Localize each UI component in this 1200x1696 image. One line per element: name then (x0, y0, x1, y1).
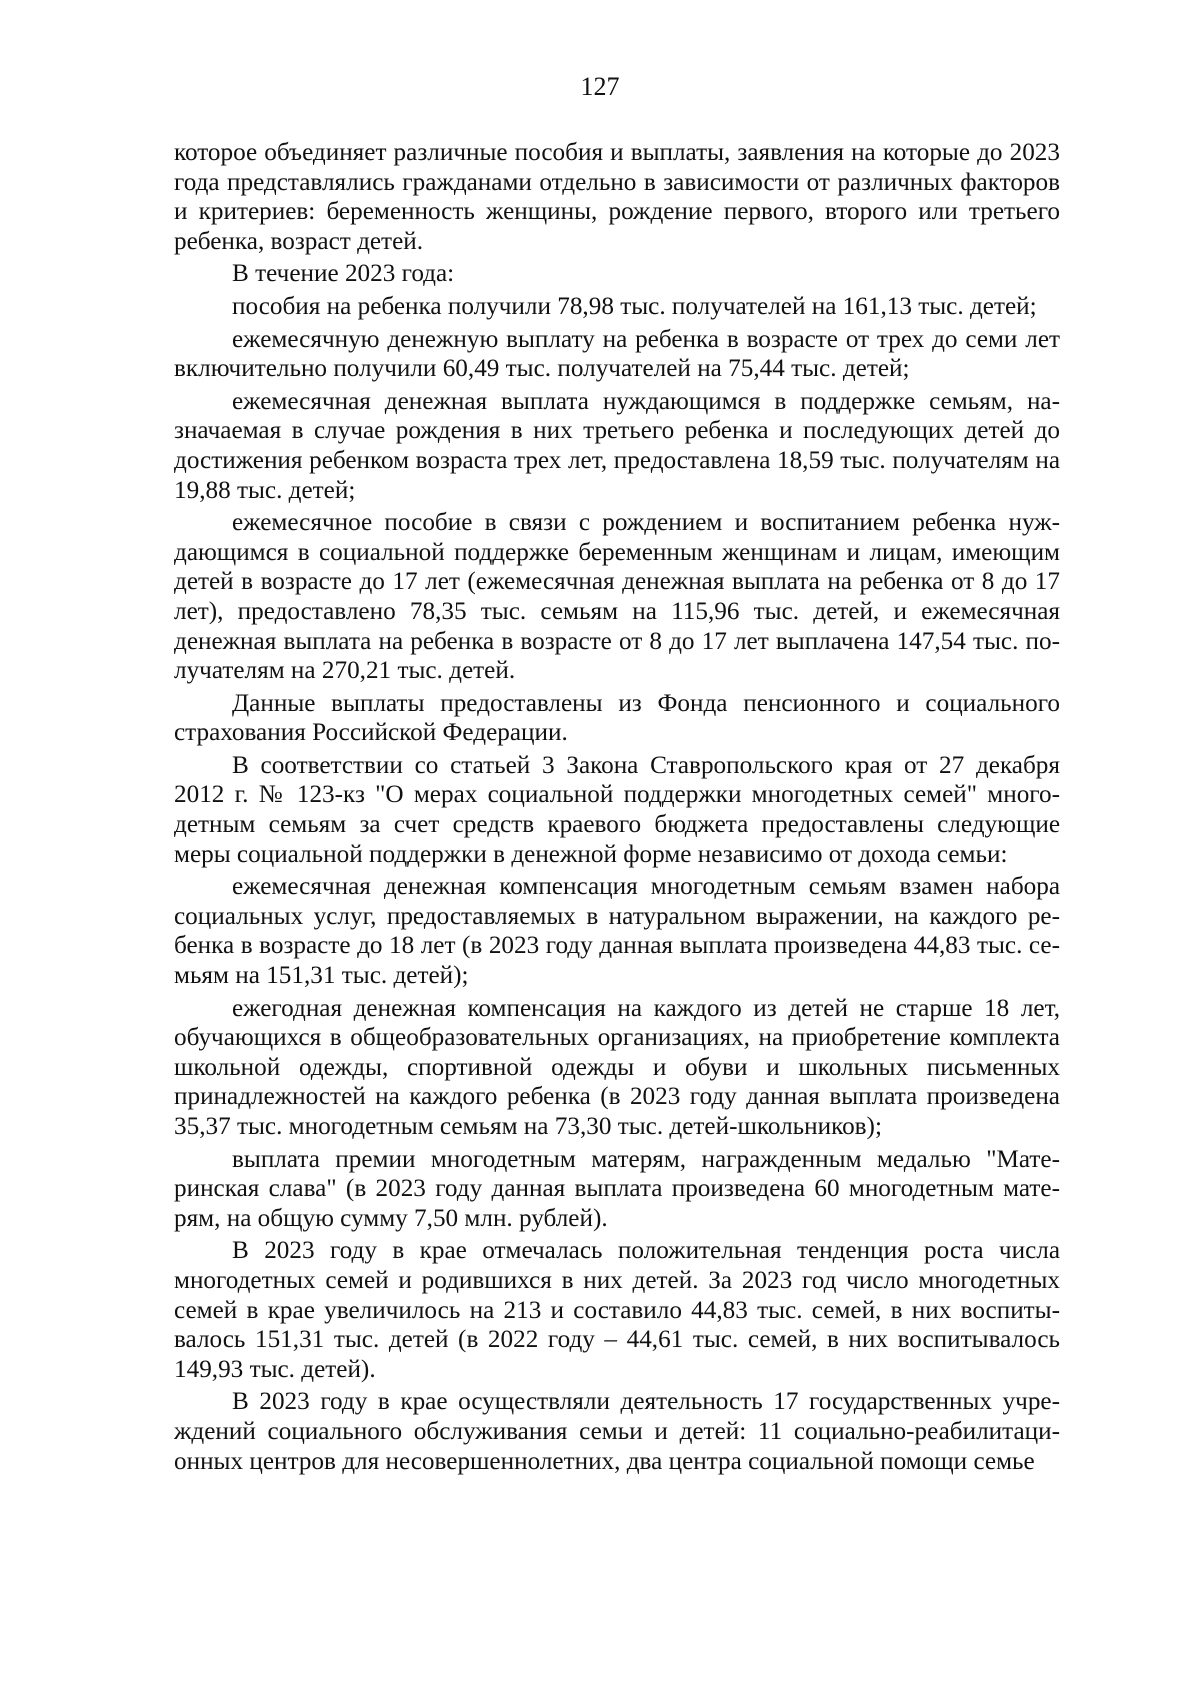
paragraph: В соответствии со статьей 3 Закона Ставропольского края от 27 декабря 2012 г. № 123-кз "О мерах социальной поддержки многодетных семей" многодетным семьям за счет средств краевого бюджета предоставлены следующие меры социальной поддержки в денежной форме независимо от дохода семьи: (174, 751, 1060, 868)
paragraph: ежемесячное пособие в связи с рождением и воспитанием ребенка нуждающимся в социальной поддержке беременным женщинам и лицам, имеющим детей в возрасте до 17 лет (ежемесячная денежная выплата на ребенка от 8 до 17 лет), предоставлено 78,35 тыс. семьям на 115,96 тыс. детей, и ежемесячная денежная выплата на ребенка в возрасте от 8 до 17 лет выплачена 147,54 тыс. получателям на 270,21 тыс. детей. (174, 509, 1060, 685)
paragraph: В 2023 году в крае осуществляли деятельность 17 государственных учреждений социального обслуживания семьи и детей: 11 социально-реабилитационных центров для несовершеннолетних, два центра социальной помощи семье (174, 1388, 1060, 1475)
page-number: 127 (580, 72, 620, 101)
paragraph: ежемесячная денежная выплата нуждающимся в поддержке семьям, назначаемая в случае рождения в них третьего ребенка и последующих детей до достижения ребенком возраста трех лет, предоставлена 18,59 тыс. получателям на 19,88 тыс. детей; (174, 387, 1060, 504)
paragraph: пособия на ребенка получили 78,98 тыс. получателей на 161,13 тыс. детей; (232, 292, 1037, 320)
paragraph: ежемесячная денежная компенсация многодетным семьям взамен набора социальных услуг, предоставляемых в натуральном выражении, на каждого ребенка в возрасте до 18 лет (в 2023 году данная выплата произведена 44,83 тыс. семьям на 151,31 тыс. детей); (174, 873, 1060, 990)
paragraph: Данные выплаты предоставлены из Фонда пенсионного и социального страхования Российской Федерации. (174, 689, 1060, 747)
paragraph: ежемесячную денежную выплату на ребенка в возрасте от трех до семи лет включительно получили 60,49 тыс. получателей на 75,44 тыс. детей; (174, 325, 1060, 383)
paragraph: В 2023 году в крае отмечалась положительная тенденция роста числа многодетных семей и родившихся в них детей. За 2023 год число многодетных семей в крае увеличилось на 213 и составило 44,83 тыс. семей, в них воспитывалось 151,31 тыс. детей (в 2022 году – 44,61 тыс. семей, в них воспитывалось 149,93 тыс. детей). (174, 1237, 1060, 1383)
paragraph: которое объединяет различные пособия и выплаты, заявления на которые до 2023 года представлялись гражданами отдельно в зависимости от различных факторов и критериев: беременность женщины, рождение первого, второго или третьего ребенка, возраст детей. (174, 139, 1060, 255)
paragraph: выплата премии многодетным матерям, награжденным медалью "Материнская слава" (в 2023 году данная выплата произведена 60 многодетным матерям, на общую сумму 7,50 млн. рублей). (174, 1145, 1060, 1232)
body-text (174, 138, 1060, 1479)
paragraph: ежегодная денежная компенсация на каждого из детей не старше 18 лет, обучающихся в общеобразовательных организациях, на приобретение комплекта школьной одежды, спортивной одежды и обуви и школьных письменных принадлежностей на каждого ребенка (в 2023 году данная выплата произведена 35,37 тыс. многодетным семьям на 73,30 тыс. детей-школьников); (174, 994, 1060, 1140)
paragraph: В течение 2023 года: (232, 260, 455, 288)
